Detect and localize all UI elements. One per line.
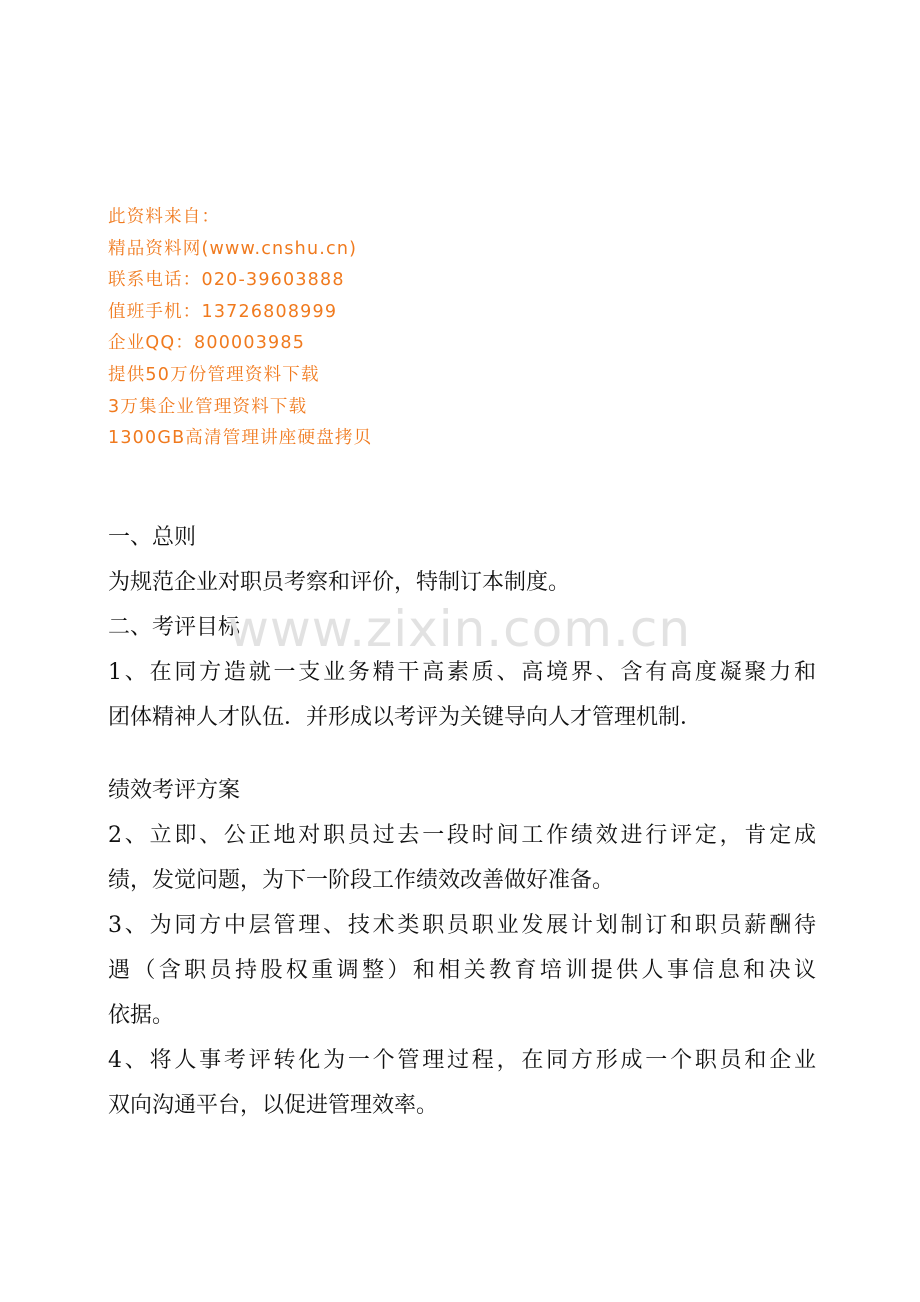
source-notice-line: 精品资料网(www.cnshu.cn) xyxy=(108,238,358,259)
paragraph-4-line: 4、将人事考评转化为一个管理过程，在同方形成一个职员和企业 xyxy=(108,1048,816,1073)
paragraph-3-line: 3、为同方中层管理、技术类职员职业发展计划制订和职员薪酬待 xyxy=(108,913,816,938)
source-notice-line: 此资料来自： xyxy=(108,207,221,227)
source-notice xyxy=(108,202,808,455)
paragraph-2-line: 绩，发觉问题，为下一阶段工作绩效改善做好准备。 xyxy=(108,868,615,893)
source-notice-line: 联系电话：020-39603888 xyxy=(108,270,345,291)
paragraph-2-line: 2、立即、公正地对职员过去一段时间工作绩效进行评定，肯定成 xyxy=(108,823,816,848)
watermark: www.zixin.com.cn xyxy=(228,600,692,658)
section-heading-plan: 绩效考评方案 xyxy=(108,778,241,803)
section-heading-general: 一、总则 xyxy=(108,525,197,550)
paragraph-1-line: 团体精神人才队伍．并形成以考评为关键导向人才管理机制． xyxy=(108,705,703,730)
blank-line xyxy=(108,740,816,768)
source-notice-line: 3万集企业管理资料下载 xyxy=(108,396,308,417)
paragraph-purpose: 为规范企业对职员考察和评价，特制订本制度。 xyxy=(108,570,571,595)
source-notice-line: 值班手机：13726808999 xyxy=(108,301,338,322)
source-notice-line: 1300GB高清管理讲座硬盘拷贝 xyxy=(108,428,373,449)
source-notice-line: 企业QQ：800003985 xyxy=(108,333,306,354)
paragraph-3-line: 依据。 xyxy=(108,1003,175,1028)
section-heading-objectives: 二、考评目标 xyxy=(108,615,241,640)
source-notice-line: 提供50万份管理资料下载 xyxy=(108,364,320,385)
paragraph-3-line: 遇（含职员持股权重调整）和相关教育培训提供人事信息和决议 xyxy=(108,958,816,983)
paragraph-4-line: 双向沟通平台，以促进管理效率。 xyxy=(108,1093,439,1118)
paragraph-1-line: 1、在同方造就一支业务精干高素质、高境界、含有高度凝聚力和 xyxy=(108,660,816,685)
document-body xyxy=(108,515,816,1128)
